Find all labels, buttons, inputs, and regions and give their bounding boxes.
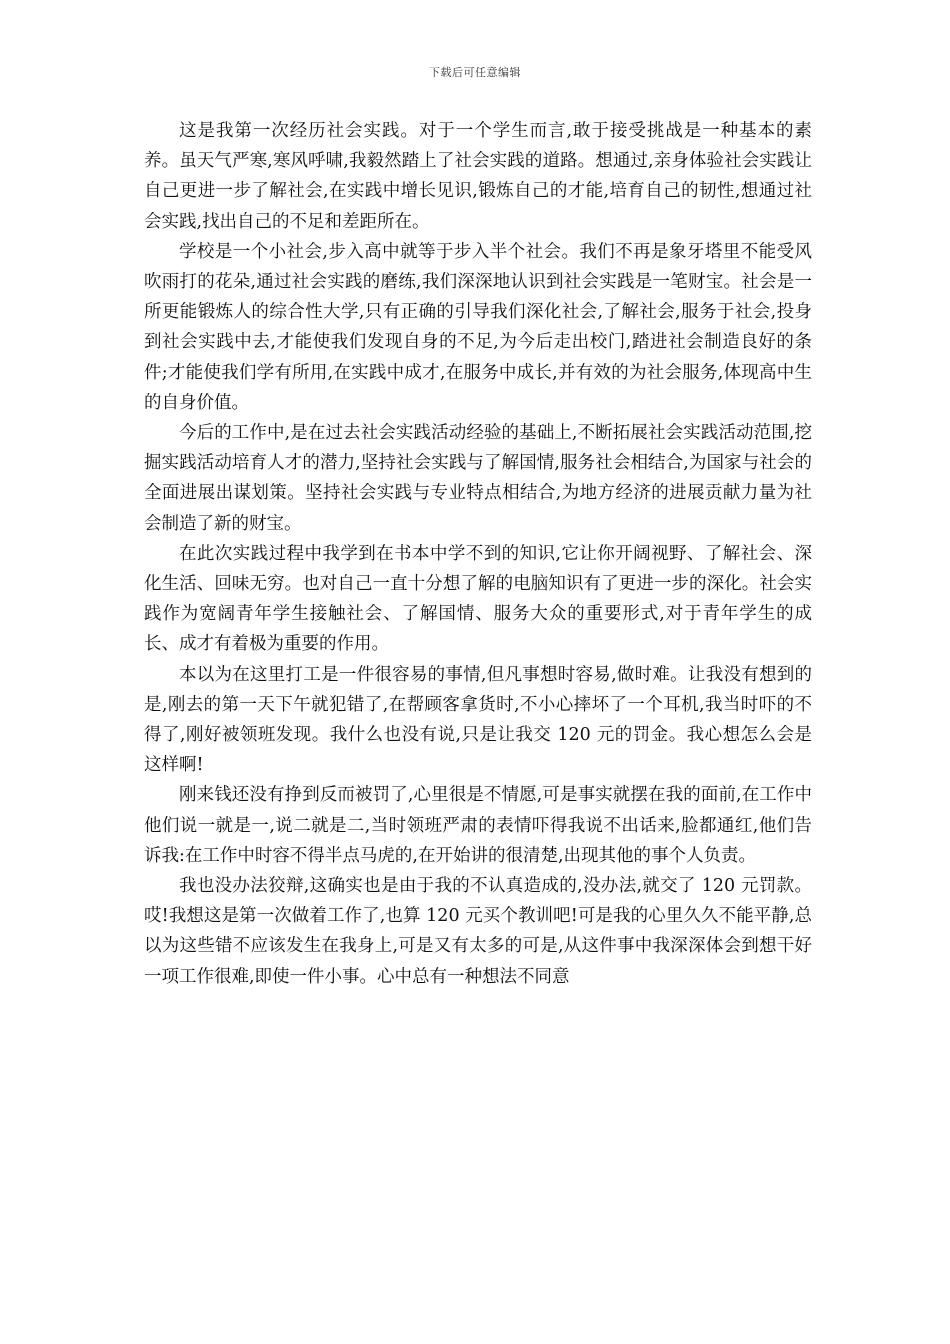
paragraph: 这是我第一次经历社会实践。对于一个学生而言,敢于接受挑战是一种基本的素养。虽天气严寒,寒风呼啸,我毅然踏上了社会实践的道路。想通过,亲身体验社会实践让自己更进一步了解社会,在实践中增长见识,锻炼自己的才能,培育自己的韧性,想通过社会实践,找出自己的不足和差距所在。 (144, 121, 812, 232)
paragraph: 我也没办法狡辩,这确实也是由于我的不认真造成的,没办法,就交了 120 元罚款。哎!我想这是第一次做着工作了,也算 120 元买个教训吧!可是我的心里久久不能平静,总以为这些错不应该发生在我身上,可是又有太多的可是,从这件事中我深深体会到想干好一项工作很难,即使一件小事。心中总有一种想法不同意 (144, 876, 812, 987)
paragraph: 今后的工作中,是在过去社会实践活动经验的基础上,不断拓展社会实践活动范围,挖掘实践活动培育人才的潜力,坚持社会实践与了解国情,服务社会相结合,为国家与社会的全面进展出谋划策。坚持社会实践与专业特点相结合,为地方经济的进展贡献力量为社会制造了新的财宝。 (144, 423, 812, 534)
paragraph: 本以为在这里打工是一件很容易的事情,但凡事想时容易,做时难。让我没有想到的是,刚去的第一天下午就犯错了,在帮顾客拿货时,不小心摔坏了一个耳机,我当时吓的不得了,刚好被领班发现。我什么也没有说,只是让我交 120 元的罚金。我心想怎么会是这样啊! (144, 664, 812, 776)
paragraph: 学校是一个小社会,步入高中就等于步入半个社会。我们不再是象牙塔里不能受风吹雨打的花朵,通过社会实践的磨练,我们深深地认识到社会实践是一笔财宝。社会是一所更能锻炼人的综合性大学,只有正确的引导我们深化社会,了解社会,服务于社会,投身到社会实践中去,才能使我们发现自身的不足,为今后走出校门,踏进社会制造良好的条件;才能使我们学有所用,在实践中成才,在服务中成长,并有效的为社会服务,体现高中生的自身价值。 (144, 241, 812, 413)
header-note: 下载后可任意编辑 (429, 66, 521, 79)
document-body (144, 116, 812, 992)
paragraph: 在此次实践过程中我学到在书本中学不到的知识,它让你开阔视野、了解社会、深化生活、回味无穷。也对自己一直十分想了解的电脑知识有了更进一步的深化。社会实践作为宽阔青年学生接触社会、了解国情、服务大众的重要形式,对于青年学生的成长、成才有着极为重要的作用。 (144, 543, 812, 655)
paragraph: 刚来钱还没有挣到反而被罚了,心里很是不情愿,可是事实就摆在我的面前,在工作中他们说一就是一,说二就是二,当时领班严肃的表情吓得我说不出话来,脸都通红,他们告诉我:在工作中时容不得半点马虎的,在开始讲的很清楚,出现其他的事个人负责。 (144, 785, 812, 866)
